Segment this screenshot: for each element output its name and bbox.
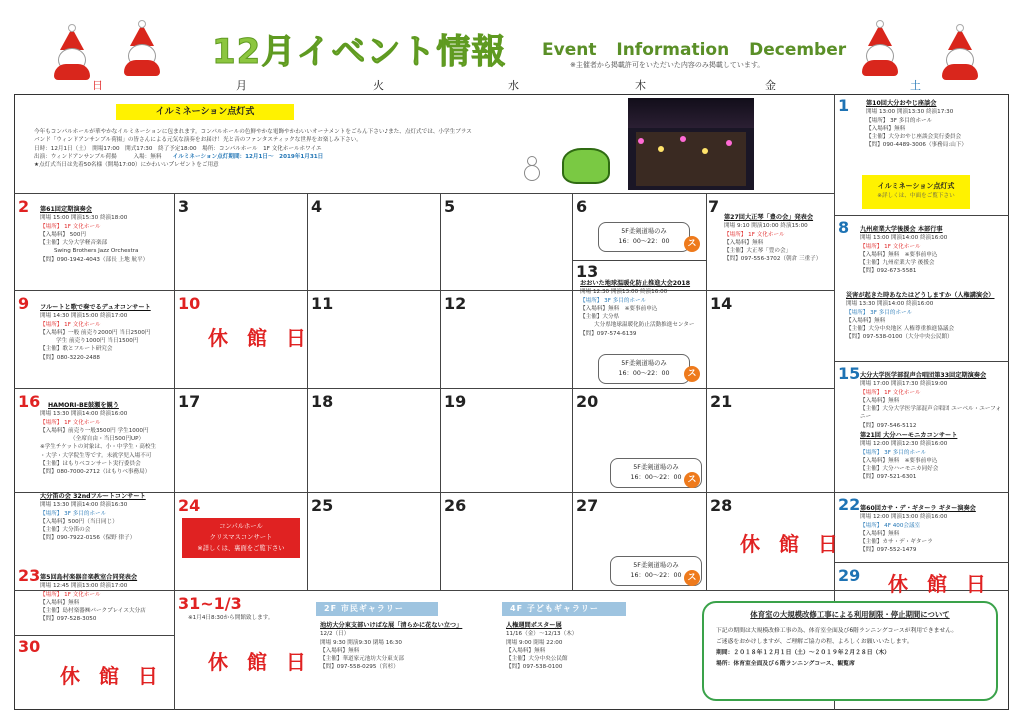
day-18: 18	[311, 392, 334, 411]
illumination-banner: イルミネーション点灯式	[116, 104, 294, 120]
event-8a: 九州産業大学後援会 本部行事 開場 13:00 開演14:00 終演16:00 【場所】 1F 文化ホール 【入場料】無料 ※要事前申込 【主催】九州産業大学 後援会 【問】092-673-5581	[860, 226, 948, 275]
kendo-badge: ス	[684, 570, 700, 586]
renovation-notice: 体育室の大規模改修工事による利用制限・停止期間について 下記の期間は大規模改修工事の為、体育室全面及び6階ランニングコースが利用できません。 ご迷惑をおかけしますが、ご理解ご協力の程、よろしくお願いいたします。 期間：２０１８年１２月１日（土）～２０１９年２月２８日（木） 場所：体育室全面及び６階ランニングコース、観覧席	[702, 601, 998, 701]
gallery-2f-header: 2F 市民ギャラリー	[316, 602, 438, 616]
day-31: 31~1/3	[178, 594, 242, 613]
day-2: 2	[18, 197, 30, 216]
day-12: 12	[444, 294, 467, 313]
santa-icon	[120, 24, 164, 74]
day-13: 13	[576, 262, 599, 281]
day-24: 24	[178, 496, 201, 515]
day-6: 6	[576, 197, 588, 216]
day-28: 28	[710, 496, 733, 515]
new-year-note: ※1月4日8:30から開館致します。	[188, 615, 274, 621]
event-23: 第5回島村楽器音楽教室合同発表会 開場 12:45 開演13:00 終演17:00 【場所】 1F 文化ホール 【入場料】無料 【主催】島村楽器㈱パークプレイス大分店 【問】097-528-3050	[40, 574, 146, 623]
gallery-4f-event: 人権週間ポスター展 11/16（金）～12/13（木） 開場 9:00 閉場 22:00 【入場料】無料 【主催】大分中央公民館 【問】097-538-0100	[506, 622, 578, 671]
illumination-mini-banner: イルミネーション点灯式 ※詳しくは、中面をご覧下さい	[862, 175, 970, 209]
kendo-notice: 5F柔剣道場のみ 16：00～22：00	[610, 458, 702, 488]
day-26: 26	[444, 496, 467, 515]
day-4: 4	[311, 197, 323, 216]
closed-day-10: 休 館 日	[208, 326, 312, 350]
kendo-notice: 5F柔剣道場のみ 16：00～22：00	[610, 556, 702, 586]
snowman-icon	[522, 156, 542, 186]
mascot-icon	[562, 148, 610, 184]
day-16: 16	[18, 392, 41, 411]
gallery-2f-event: 池坊大分東支部いけばな展「清らかに花ない立つ」 12/2（日） 開場 9:30 開演9:30 閉場 16:30 【入場料】無料 【主催】華道家元池坊大分東支部 【問】097-558-0295（宮杉）	[320, 622, 463, 671]
event-22: 第60回カサ・デ・ギターラ ギター演奏会 開場 12:00 開演13:00 終演16:00 【場所】 4F 400会議室 【入場料】無料 【主催】カサ・デ・ギターラ 【問】097-552-1479	[860, 505, 976, 554]
day-19: 19	[444, 392, 467, 411]
event-2: 第61回定期演奏会 開場 15:00 開演15:30 終演18:00 【場所】 1F 文化ホール 【入場料】 500円 【主催】大分大学軽音楽部 Swing Brothers Jazz Orchestra 【問】090-1942-4043（部長 上地 航平）	[40, 206, 149, 263]
day-1: 1	[838, 96, 850, 115]
event-1: 第10回大分おやじ座談会 開場 13:00 開演13:30 終演17:30 【場所】 3F 多目的ホール 【入場料】無料 【主催】大分おやじ座談会実行委員会 【問】090-4489-3006（事務局:山下）	[866, 100, 968, 149]
kendo-badge: ス	[684, 472, 700, 488]
day-30: 30	[18, 637, 41, 656]
weekday-mon: 月	[236, 79, 247, 92]
event-15a: 大分大学医学部混声合唱団第33回定期演奏会 開場 17:00 開演17:30 終演19:00 【場所】 1F 文化ホール 【入場料】無料 【主催】大分大学医学部混声合唱団 ユーベル・ユーフォニー 【問】097-546-5112	[860, 372, 1002, 429]
kendo-notice: 5F柔剣道場のみ 16：00～22：00	[598, 222, 690, 252]
event-16a: HAMORI-BE鼓瀬を観う 開場 13:30 開演14:00 終演16:00 【場所】 1F 文化ホール 【入場料】前売り一般3500円 学生1000円 （全席自由・当日500円UP） ※学生チケットの対象は、小・中学生・高校生 ・大学・大学院生等です。未就学児入場不可 【主催】はもりベコンサート実行委員会 【問】080-7000-2712（はもりべ事務局）	[40, 402, 157, 476]
closed-day-30: 休 館 日	[60, 664, 164, 688]
day-14: 14	[710, 294, 733, 313]
weekday-sun: 日	[92, 79, 103, 92]
day-8: 8	[838, 218, 850, 237]
weekday-tue: 火	[373, 79, 384, 92]
closed-day-28: 休 館 日	[740, 532, 844, 556]
day-17: 17	[178, 392, 201, 411]
weekday-wed: 水	[508, 79, 519, 92]
day-22: 22	[838, 495, 861, 514]
day-11: 11	[311, 294, 334, 313]
santa-icon	[858, 24, 902, 74]
day-27: 27	[576, 496, 599, 515]
weekday-fri: 金	[765, 79, 776, 92]
event-7: 第27回大正琴「豊の会」発表会 開場 9:10 開演10:00 終演15:00 【場所】 1F 文化ホール 【入場料】無料 【主催】大正琴「豊の会」 【問】097-556-3702（朝倉 三重子）	[724, 214, 822, 263]
day-15: 15	[838, 364, 861, 383]
page-header	[0, 0, 1024, 92]
day-29: 29	[838, 566, 861, 585]
header-note: ※主催者から掲載許可をいただいた内容のみ掲載しています。	[570, 61, 765, 69]
weekday-thu: 木	[635, 79, 646, 92]
event-15b: 第21回 大分ハーモニカコンサート 開場 12:00 開演12:30 終演16:00 【場所】 3F 多目的ホール 【入場料】無料 ※要事前申込 【主催】大分ハーモニカ同好会 【問】097-521-6301	[860, 432, 958, 481]
illumination-photo	[628, 98, 754, 190]
day-10: 10	[178, 294, 201, 313]
closed-day-29: 休 館 日	[888, 572, 992, 596]
event-13: おおいた地球温暖化防止推進大会2018 開場 12:30 開演13:00 終演16:00 【場所】 3F 多目的ホール 【入場料】無料 ※要事前申込 【主催】大分県 大分県地球温暖化防止活動推進センター 【問】097-574-6139	[580, 280, 695, 337]
gallery-4f-header: 4F 子どもギャラリー	[502, 602, 626, 616]
page-subtitle: Event Information December	[542, 40, 847, 60]
closed-new-year: 休 館 日	[208, 650, 312, 674]
christmas-concert-banner: コンパルホール クリスマスコンサート ※詳しくは、裏面をご覧下さい	[182, 518, 300, 558]
day-7: 7	[708, 197, 720, 216]
day-3: 3	[178, 197, 190, 216]
illumination-description: 今年もコンパルホールが華やかなイルミネーションに包まれます。コンパルホールの色鮮やかな電飾やかわいいオーナメントをごらん下さい♪また、点灯式では、小学生ブラス バンド「ウィンドアンサンブル荷揚」の皆さんによる元気な演奏をお届け！光と音のファンタスティックな世界をお楽しみ下さい。 日時：12月1日（土） 開場17:00 開式17:30 終了予定18:00 場所：コンパルホール 1F 文化ホールホワイエ 出演：ウィンドアンサンブル荷揚 入場：無料 イルミネーション点灯期間：12月1日～ 2019年1月31日 ★点灯式当日は先着50名様（開場17:00）にかわいいプレゼントをご用意	[34, 129, 472, 169]
event-8b: 災害が起きた時あなたはどうしますか（人権講演会） 開場 13:30 開演14:00 終演16:00 【場所】 3F 多目的ホール 【入場料】無料 【主催】大分中央地区 人権尊重推進協議会 【問】097-538-0100（大分中央公民館）	[846, 292, 995, 341]
santa-icon	[50, 28, 94, 78]
kendo-badge: ス	[684, 366, 700, 382]
page-title: 12月イベント情報	[212, 32, 507, 72]
kendo-notice: 5F柔剣道場のみ 16：00～22：00	[598, 354, 690, 384]
day-20: 20	[576, 392, 599, 411]
day-23: 23	[18, 566, 41, 585]
santa-icon	[938, 28, 982, 78]
kendo-badge: ス	[684, 236, 700, 252]
day-9: 9	[18, 294, 30, 313]
weekday-sat: 土	[910, 79, 921, 92]
day-21: 21	[710, 392, 733, 411]
day-5: 5	[444, 197, 456, 216]
event-9: フルートと歌で奏でるデュオコンサート 開場 14:30 開演15:00 終演17:00 【場所】 1F 文化ホール 【入場料】一般 前売り2000円 当日2500円 学生 前売り1000円 当日1500円 【主催】歌とフルート研究会 【問】080-3220-2488	[40, 304, 151, 361]
day-25: 25	[311, 496, 334, 515]
event-16b: 大分笛の会 32ndフルートコンサート 開場 13:30 開演14:00 終演16:30 【場所】 3F 多目的ホール 【入場料】500円（当日同じ） 【主催】大分笛の会 【問】090-7922-0156（保野 律子）	[40, 493, 146, 542]
